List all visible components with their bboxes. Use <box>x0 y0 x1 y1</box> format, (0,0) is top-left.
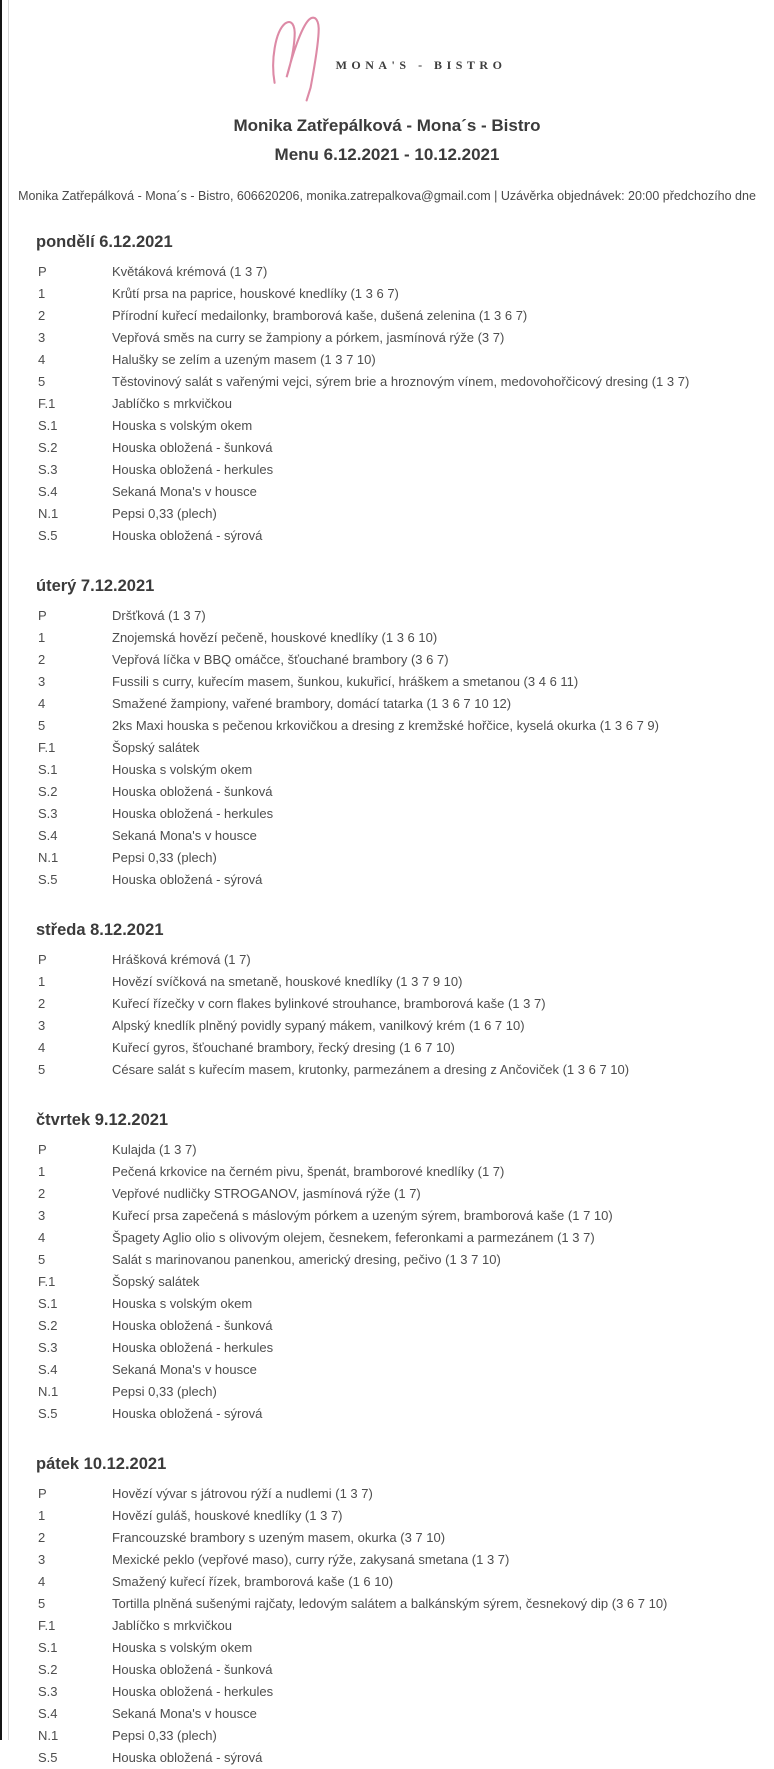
menu-item-code: 5 <box>38 374 46 389</box>
day-title: středa 8.12.2021 <box>36 921 164 939</box>
menu-row <box>36 847 756 869</box>
menu-item-text: Jablíčko s mrkvičkou <box>112 1618 232 1633</box>
page-left-divider <box>8 0 9 1740</box>
menu-item-code: 1 <box>38 1508 46 1523</box>
menu-item-text: Houska obložená - sýrová <box>112 528 263 543</box>
logo <box>0 12 774 104</box>
menu-item-code: S.2 <box>38 784 58 799</box>
menu-row <box>36 1381 756 1403</box>
menu-item-text: Sekaná Mona's v housce <box>112 1706 257 1721</box>
menu-item-text: Halušky se zelím a uzeným masem (1 3 7 10) <box>112 352 376 367</box>
menu-row <box>36 803 756 825</box>
menu-item-text: Květáková krémová (1 3 7) <box>112 264 268 279</box>
menu-item-text: Houska obložená - šunková <box>112 1318 273 1333</box>
menu-item-text: Dršťková (1 3 7) <box>112 608 206 623</box>
menu-item-text: Houska obložená - herkules <box>112 1684 274 1699</box>
menu-item-code: 4 <box>38 696 46 711</box>
menu-item-code: S.2 <box>38 440 58 455</box>
menu-item-code: 1 <box>38 630 46 645</box>
menu-item-code: S.3 <box>38 462 58 477</box>
menu-row <box>36 605 756 627</box>
page-left-edge <box>0 0 2 1740</box>
menu-row <box>36 327 756 349</box>
menu-row <box>36 1403 756 1425</box>
menu-item-text: Salát s marinovanou panenkou, americký dresing, pečivo (1 3 7 10) <box>112 1252 501 1267</box>
menu-item-code: S.3 <box>38 1684 58 1699</box>
menu-row <box>36 1271 756 1293</box>
menu-item-text: Pepsi 0,33 (plech) <box>112 1728 217 1743</box>
menu-item-text: Houska s volským okem <box>112 1640 253 1655</box>
menu-item-code: 3 <box>38 674 46 689</box>
menu-row <box>36 525 756 547</box>
menu-item-text: 2ks Maxi houska s pečenou krkovičkou a dresing z kremžské hořčice, kyselá okurka (1 3 6 7 9) <box>112 718 659 733</box>
menu-item-text: Houska obložená - šunková <box>112 440 273 455</box>
menu-item-text: Houska s volským okem <box>112 1296 253 1311</box>
menu-item-text: Pečená krkovice na černém pivu, špenát, bramborové knedlíky (1 7) <box>112 1164 505 1179</box>
menu-item-code: 2 <box>38 996 46 1011</box>
day-title: čtvrtek 9.12.2021 <box>36 1111 169 1129</box>
menu-item-text: Smažené žampiony, vařené brambory, domácí tatarka (1 3 6 7 10 12) <box>112 696 512 711</box>
menu-item-code: P <box>38 264 47 279</box>
menu-item-text: Houska obložená - herkules <box>112 1340 274 1355</box>
menu-item-text: Hovězí vývar s játrovou rýží a nudlemi (1 3 7) <box>112 1486 373 1501</box>
menu-item-text: Houska obložená - herkules <box>112 806 274 821</box>
menu-row <box>36 393 756 415</box>
menu-item-text: Smažený kuřecí řízek, bramborová kaše (1 6 10) <box>112 1574 394 1589</box>
document-header <box>0 0 774 203</box>
menu-row <box>36 1315 756 1337</box>
menu-item-code: N.1 <box>38 850 59 865</box>
menu-row <box>36 1205 756 1227</box>
menu-item-code: S.1 <box>38 1640 58 1655</box>
menu-item-text: Houska obložená - šunková <box>112 784 273 799</box>
menu-item-code: 4 <box>38 1040 46 1055</box>
menu-item-code: S.5 <box>38 1750 58 1765</box>
menu-row <box>36 1227 756 1249</box>
menu-item-text: Kuřecí řízečky v corn flakes bylinkové strouhance, bramborová kaše (1 3 7) <box>112 996 546 1011</box>
menu-item-code: P <box>38 952 47 967</box>
menu-row <box>36 1337 756 1359</box>
menu-row <box>36 1161 756 1183</box>
menu-row <box>36 949 756 971</box>
menu-row <box>36 1549 756 1571</box>
menu-item-code: 2 <box>38 1186 46 1201</box>
menu-row <box>36 371 756 393</box>
menu-row <box>36 481 756 503</box>
menu-item-code: S.1 <box>38 762 58 777</box>
day-section <box>36 1455 756 1769</box>
day-title: úterý 7.12.2021 <box>36 577 155 595</box>
menu-row <box>36 1659 756 1681</box>
menu-item-text: Vepřová směs na curry se žampiony a pórkem, jasmínová rýže (3 7) <box>112 330 505 345</box>
menu-item-text: Šopský salátek <box>112 1274 200 1289</box>
menu-item-text: Sekaná Mona's v housce <box>112 1362 257 1377</box>
menu-row <box>36 1249 756 1271</box>
menu-item-text: Houska obložená - sýrová <box>112 872 263 887</box>
menu-item-code: 3 <box>38 1018 46 1033</box>
menu-item-code: 5 <box>38 1062 46 1077</box>
menu-item-text: Sekaná Mona's v housce <box>112 828 257 843</box>
menu-item-text: Hovězí guláš, houskové knedlíky (1 3 7) <box>112 1508 343 1523</box>
menu-days <box>0 233 774 1769</box>
menu-row <box>36 1681 756 1703</box>
menu-row <box>36 869 756 891</box>
menu-row <box>36 437 756 459</box>
menu-item-code: S.5 <box>38 528 58 543</box>
menu-item-text: Jablíčko s mrkvičkou <box>112 396 232 411</box>
menu-row <box>36 1527 756 1549</box>
menu-item-text: Pepsi 0,33 (plech) <box>112 506 217 521</box>
menu-item-code: 1 <box>38 1164 46 1179</box>
menu-row <box>36 1593 756 1615</box>
menu-item-text: Houska obložená - šunková <box>112 1662 273 1677</box>
menu-item-text: Vepřová líčka v BBQ omáčce, šťouchané brambory (3 6 7) <box>112 652 449 667</box>
menu-item-code: 4 <box>38 352 46 367</box>
menu-item-text: Houska obložená - sýrová <box>112 1406 263 1421</box>
menu-item-code: 2 <box>38 308 46 323</box>
menu-item-text: Houska obložená - herkules <box>112 462 274 477</box>
menu-item-text: Fussili s curry, kuřecím masem, šunkou, kukuřicí, hráškem a smetanou (3 4 6 11) <box>112 674 579 689</box>
menu-item-code: S.3 <box>38 806 58 821</box>
menu-item-text: Alpský knedlík plněný povidly sypaný mákem, vanilkový krém (1 6 7 10) <box>112 1018 525 1033</box>
menu-item-code: S.4 <box>38 828 58 843</box>
menu-item-code: S.1 <box>38 418 58 433</box>
menu-item-code: N.1 <box>38 1728 59 1743</box>
menu-item-text: Kulajda (1 3 7) <box>112 1142 197 1157</box>
menu-item-code: S.5 <box>38 1406 58 1421</box>
menu-row <box>36 971 756 993</box>
menu-row <box>36 1059 756 1081</box>
menu-row <box>36 671 756 693</box>
menu-row <box>36 283 756 305</box>
menu-item-code: S.3 <box>38 1340 58 1355</box>
menu-item-code: 5 <box>38 1252 46 1267</box>
menu-item-code: P <box>38 608 47 623</box>
day-title: pondělí 6.12.2021 <box>36 233 173 251</box>
day-section <box>36 921 756 1081</box>
menu-item-text: Špagety Aglio olio s olivovým olejem, česnekem, feferonkami a parmezánem (1 3 7) <box>112 1230 595 1245</box>
menu-item-code: 3 <box>38 330 46 345</box>
menu-item-text: Vepřové nudličky STROGANOV, jasmínová rýže (1 7) <box>112 1186 421 1201</box>
menu-item-text: Houska s volským okem <box>112 418 253 433</box>
day-title: pátek 10.12.2021 <box>36 1455 167 1473</box>
menu-item-code: 2 <box>38 1530 46 1545</box>
menu-item-code: 2 <box>38 652 46 667</box>
menu-item-code: P <box>38 1486 47 1501</box>
menu-item-code: 4 <box>38 1230 46 1245</box>
menu-item-code: F.1 <box>38 396 56 411</box>
menu-row <box>36 825 756 847</box>
menu-item-code: 5 <box>38 1596 46 1611</box>
contact-line: Monika Zatřepálková - Mona´s - Bistro, 606620206, monika.zatrepalkova@gmail.com | Uzávěrka objednávek: 20:00 předchozího dne <box>18 189 756 203</box>
menu-item-text: Pepsi 0,33 (plech) <box>112 850 217 865</box>
menu-item-code: 5 <box>38 718 46 733</box>
menu-item-text: Šopský salátek <box>112 740 200 755</box>
menu-item-text: Přírodní kuřecí medailonky, bramborová kaše, dušená zelenina (1 3 6 7) <box>112 308 528 323</box>
menu-item-code: P <box>38 1142 47 1157</box>
menu-item-text: Kuřecí prsa zapečená s máslovým pórkem a uzeným sýrem, bramborová kaše (1 7 10) <box>112 1208 613 1223</box>
brand-text: MONA'S - BISTRO <box>335 57 507 72</box>
menu-item-code: 1 <box>38 286 46 301</box>
menu-row <box>36 627 756 649</box>
menu-row <box>36 1037 756 1059</box>
menu-item-code: F.1 <box>38 740 56 755</box>
menu-row <box>36 1725 756 1747</box>
menu-row <box>36 305 756 327</box>
menu-item-text: Francouzské brambory s uzeným masem, okurka (3 7 10) <box>112 1530 446 1545</box>
menu-date-range: Menu 6.12.2021 - 10.12.2021 <box>274 145 500 164</box>
menu-row <box>36 1183 756 1205</box>
menu-item-code: S.5 <box>38 872 58 887</box>
menu-item-text: Houska obložená - sýrová <box>112 1750 263 1765</box>
menu-row <box>36 781 756 803</box>
menu-item-text: Kuřecí gyros, šťouchané brambory, řecký dresing (1 6 7 10) <box>112 1040 455 1055</box>
menu-row <box>36 1015 756 1037</box>
menu-item-code: N.1 <box>38 1384 59 1399</box>
menu-item-code: 3 <box>38 1208 46 1223</box>
menu-row <box>36 693 756 715</box>
monogram-m-icon <box>268 14 326 107</box>
menu-item-code: F.1 <box>38 1618 56 1633</box>
menu-row <box>36 1139 756 1161</box>
menu-item-text: Césare salát s kuřecím masem, krutonky, parmezánem a dresing z Ančoviček (1 3 6 7 10) <box>112 1062 630 1077</box>
menu-item-text: Těstovinový salát s vařenými vejci, sýrem brie a hroznovým vínem, medovohořčicový dresing (1 3 7) <box>112 374 690 389</box>
menu-row <box>36 1615 756 1637</box>
menu-row <box>36 1703 756 1725</box>
day-section <box>36 233 756 547</box>
menu-row <box>36 1637 756 1659</box>
menu-item-text: Houska s volským okem <box>112 762 253 777</box>
menu-row <box>36 503 756 525</box>
menu-item-text: Mexické peklo (vepřové maso), curry rýže, zakysaná smetana (1 3 7) <box>112 1552 510 1567</box>
menu-item-text: Hrášková krémová (1 7) <box>112 952 251 967</box>
menu-item-code: F.1 <box>38 1274 56 1289</box>
menu-item-code: 3 <box>38 1552 46 1567</box>
menu-item-text: Pepsi 0,33 (plech) <box>112 1384 217 1399</box>
menu-item-code: S.2 <box>38 1662 58 1677</box>
menu-row <box>36 349 756 371</box>
menu-item-code: S.2 <box>38 1318 58 1333</box>
menu-item-text: Znojemská hovězí pečeně, houskové knedlíky (1 3 6 10) <box>112 630 438 645</box>
menu-row <box>36 1359 756 1381</box>
menu-item-code: S.4 <box>38 1706 58 1721</box>
menu-item-text: Tortilla plněná sušenými rajčaty, ledovým salátem a balkánským sýrem, česnekový dip (3 6 7 10) <box>112 1596 668 1611</box>
menu-row <box>36 1505 756 1527</box>
day-section <box>36 1111 756 1425</box>
menu-row <box>36 715 756 737</box>
menu-item-text: Krůtí prsa na paprice, houskové knedlíky (1 3 6 7) <box>112 286 399 301</box>
menu-row <box>36 1293 756 1315</box>
menu-item-code: S.1 <box>38 1296 58 1311</box>
menu-row <box>36 415 756 437</box>
menu-item-code: N.1 <box>38 506 59 521</box>
menu-item-code: S.4 <box>38 484 58 499</box>
menu-item-text: Sekaná Mona's v housce <box>112 484 257 499</box>
menu-item-code: 1 <box>38 974 46 989</box>
page-title: Monika Zatřepálková - Mona´s - Bistro <box>233 116 541 135</box>
menu-row <box>36 261 756 283</box>
menu-row <box>36 649 756 671</box>
menu-item-code: 4 <box>38 1574 46 1589</box>
menu-row <box>36 759 756 781</box>
menu-row <box>36 1747 756 1769</box>
menu-row <box>36 1483 756 1505</box>
day-section <box>36 577 756 891</box>
menu-row <box>36 1571 756 1593</box>
menu-row <box>36 737 756 759</box>
menu-item-code: S.4 <box>38 1362 58 1377</box>
menu-item-text: Hovězí svíčková na smetaně, houskové knedlíky (1 3 7 9 10) <box>112 974 463 989</box>
menu-row <box>36 993 756 1015</box>
menu-row <box>36 459 756 481</box>
